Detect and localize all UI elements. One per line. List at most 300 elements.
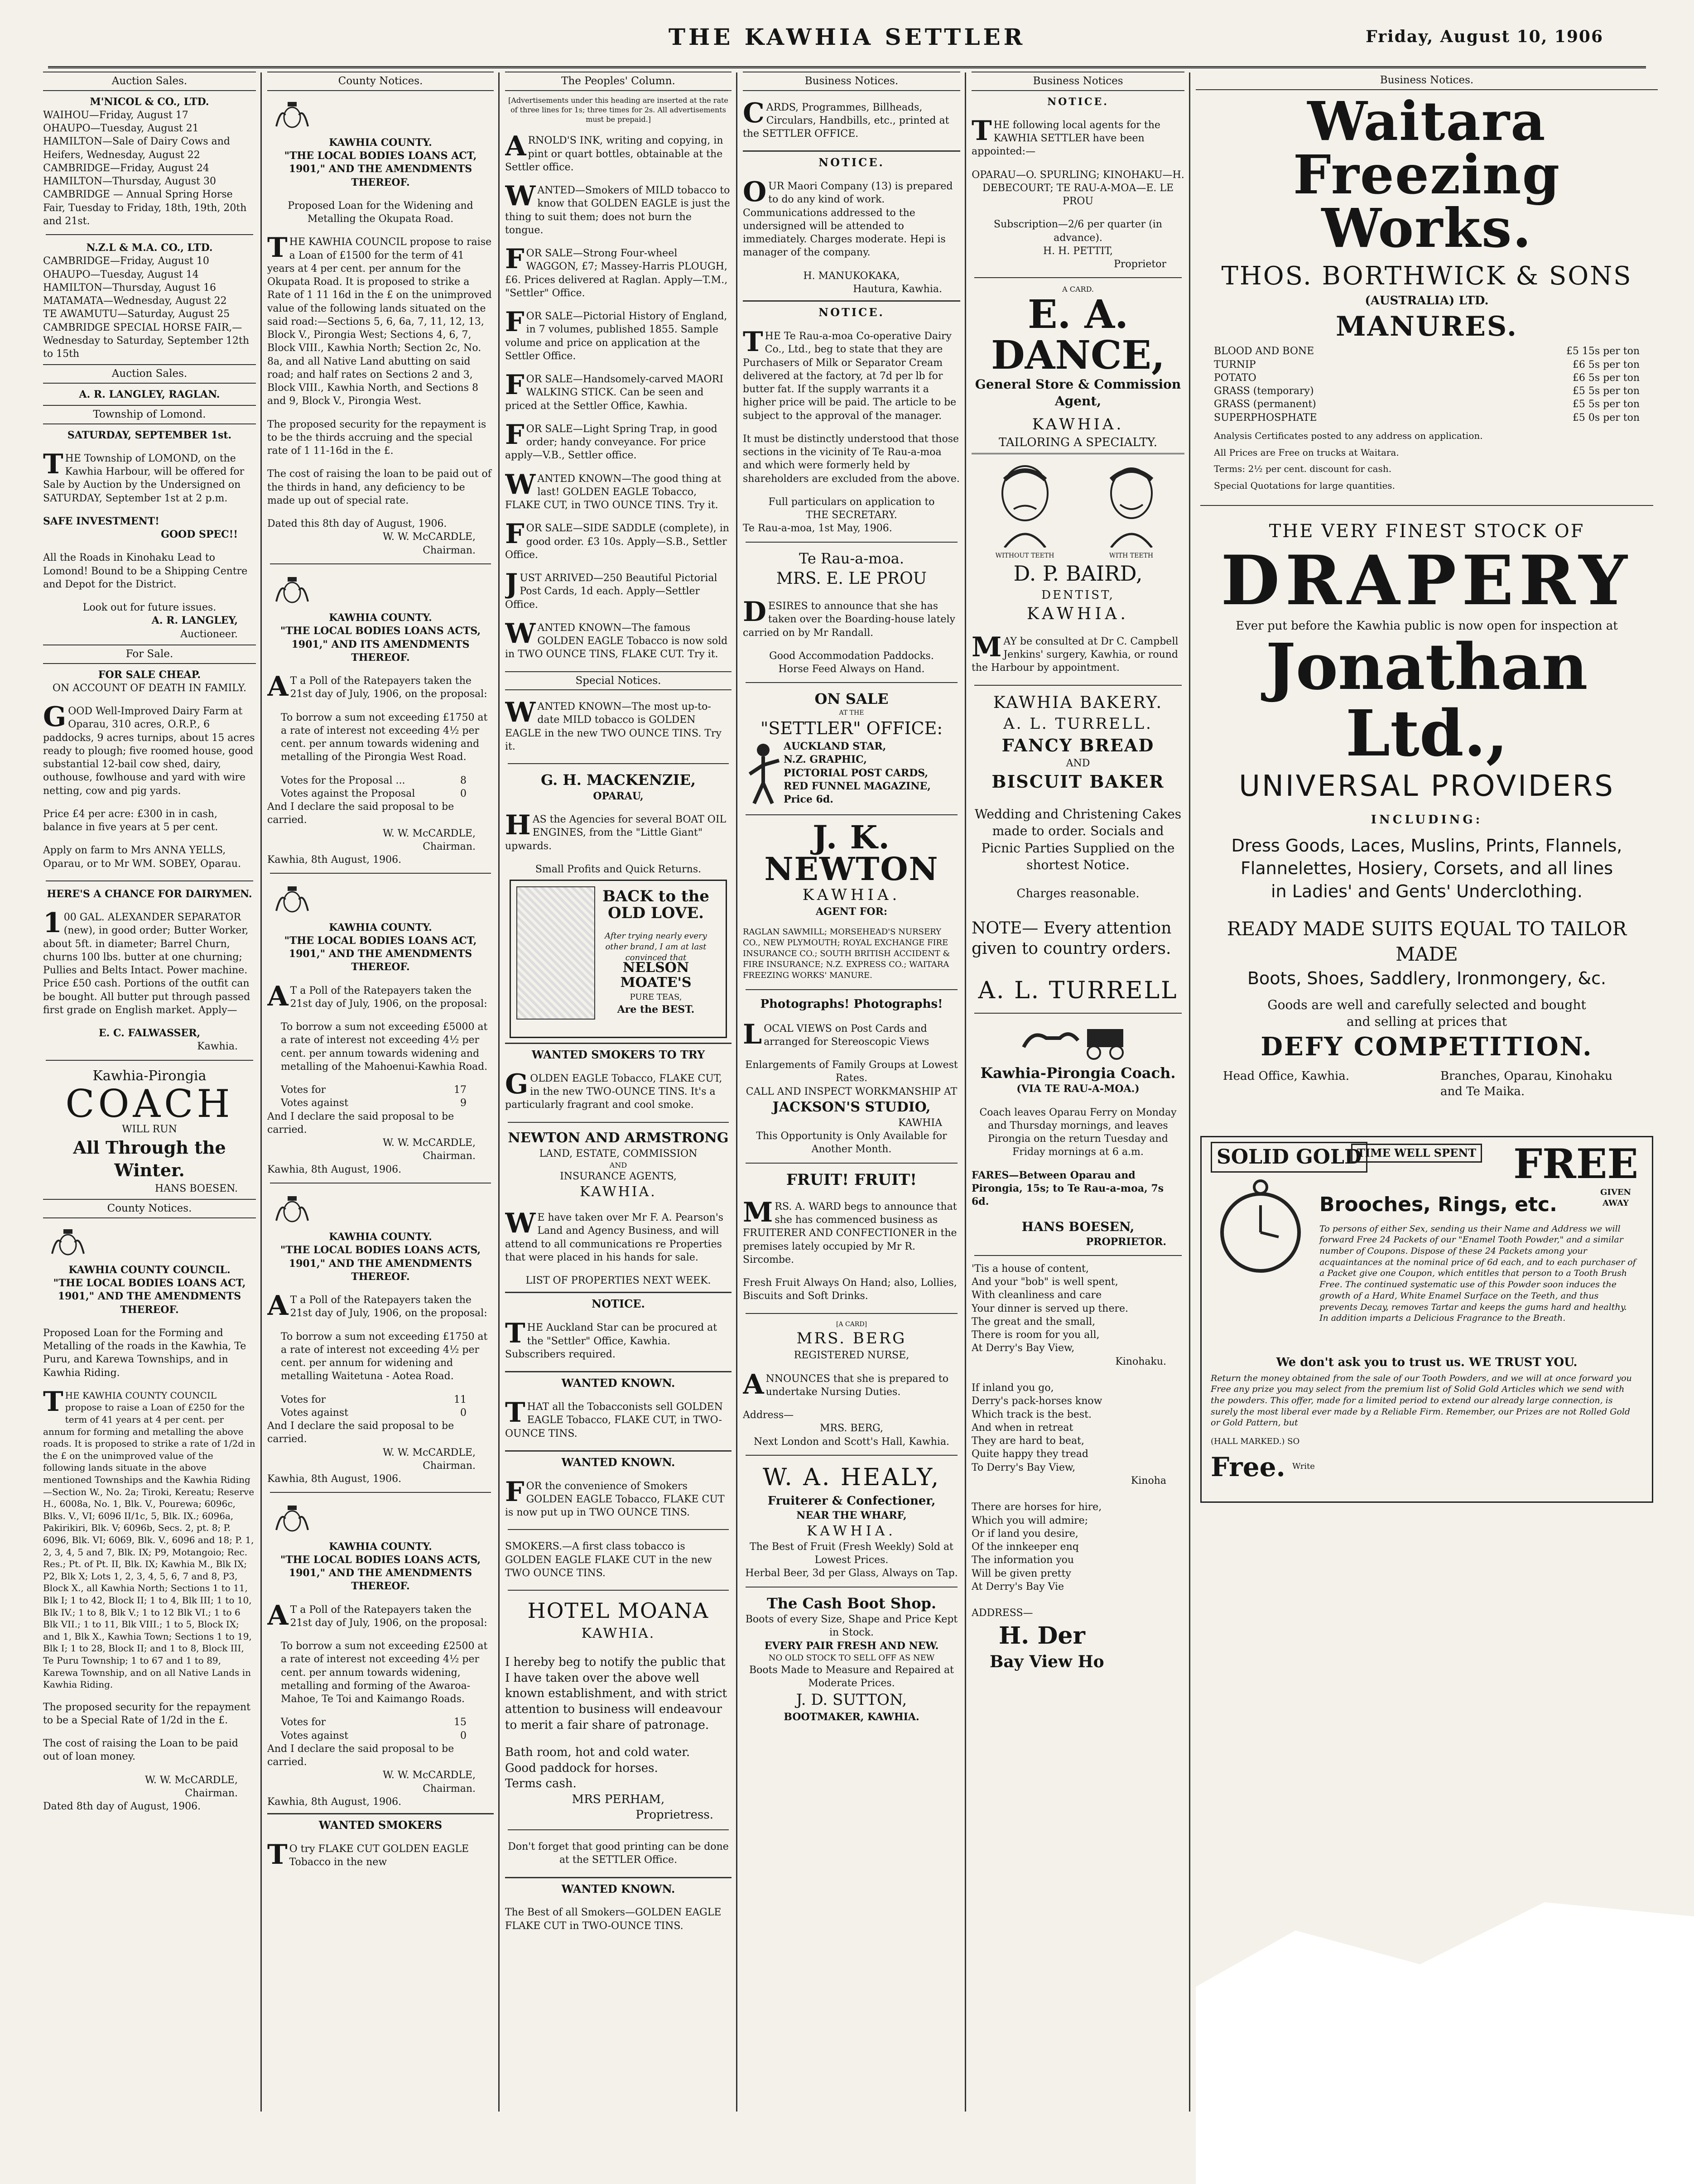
manure-row: GRASS (temporary) £5 5s per ton [1214, 385, 1640, 397]
ad-postcards: JUST ARRIVED—250 Beautiful Pictorial Post Cards, 1d each. Apply—Settler Office. [505, 568, 717, 611]
will-run: WILL RUN [122, 1124, 177, 1135]
newton-name: J. K. NEWTON [764, 818, 939, 888]
wedding-text: Wedding and Christening Cakes made to order. Socials and Picnic Parties Supplied on the shortest Notice. [974, 807, 1182, 872]
trust-line: We don't ask you to trust us. WE TRUST YOU. [1276, 1355, 1578, 1369]
nicol-line: HAMILTON—Sale of Dairy Cows and Heifers, Wednesday, August 22 [43, 136, 230, 161]
votes-for: 15 [454, 1717, 467, 1728]
mccardle-sig: W. W. McCARDLE, [383, 1137, 476, 1149]
tea-pure: PURE TEAS, [630, 992, 682, 1002]
including-label: INCLUDING: [1371, 813, 1483, 827]
votes-for-label: Votes for the Proposal ... [281, 775, 405, 786]
woman-drinking-tea-illustration [516, 886, 595, 1020]
subscription: Subscription—2/6 per quarter (in advance). [994, 219, 1162, 244]
proprietor-label: Proprietor [1114, 259, 1166, 270]
royal-crest-icon [267, 574, 317, 606]
poll-body: To borrow a sum not exceeding £5000 at a rate of interest not exceeding 4½ per cent. per annum towards widening and metalling of the Mahoenui-Kawhia Road. [281, 1021, 488, 1073]
manure-row: TURNIP £6 5s per ton [1214, 359, 1640, 370]
baird-body: MAY be consulted at Dr C. Campbell Jenkins' surgery, Kawhia, or round the Harbour by appointment. [972, 631, 1179, 674]
forsale-cheap: FOR SALE CHEAP. [98, 669, 201, 681]
ad-maori-stick: FOR SALE—Handsomely-carved MAORI WALKING STICK. Can be seen and priced at the Settler Office, Kawhia. [505, 369, 723, 412]
declare-text: And I declare the said proposal to be carried. [267, 1420, 454, 1445]
bayview-name: Bay View Ho [990, 1652, 1104, 1671]
list-properties: LIST OF PROPERTIES NEXT WEEK. [525, 1275, 711, 1287]
ad-ink: ARNOLD'S INK, writing and copying, in pint or quart bottles, obtainable at the Settler office. [505, 130, 723, 173]
poll-intro: AT a Poll of the Ratepayers taken the 21st day of July, 1906, on the proposal: [267, 1599, 487, 1631]
royal-crest-icon [267, 1503, 317, 1535]
special-notices-heading: Special Notices. [505, 671, 732, 691]
pocket-watch-icon [1215, 1178, 1306, 1278]
terms-text: Terms cash. [505, 1777, 577, 1791]
nzl-line: TE AWAMUTU—Saturday, August 25 [43, 308, 230, 320]
prices-text: All Prices are Free on trucks at Waitara. [1214, 447, 1399, 458]
votes-for: 11 [454, 1394, 467, 1405]
te-rau-heading: Te Rau-a-moa. [799, 549, 905, 567]
poem-line: Quite happy they tread [972, 1448, 1088, 1460]
bakery-name: KAWHIA BAKERY. [993, 693, 1163, 712]
falwasser-sig: E. C. FALWASSER, [98, 1027, 201, 1039]
secretary-label: THE SECRETARY. [806, 510, 897, 521]
fancy-bread: FANCY BREAD [1001, 735, 1155, 755]
kawhia-place: KAWHIA. [580, 1184, 657, 1200]
ad-wanted: WANTED—Smokers of MILD tobacco to know that GOLDEN EAGLE is just the thing to suit them; does not burn the tongue. [505, 180, 730, 236]
coach-body: Coach leaves Oparau Ferry on Monday and Thursday mornings, and leaves Pirongia on the return Tuesday and Friday mornings at 6 a.m. [979, 1106, 1177, 1158]
ad-saddle: FOR SALE—SIDE SADDLE (complete), in good order. £3 10s. Apply—S.B., Settler Office. [505, 518, 729, 561]
nzl-line: OHAUPO—Tuesday, August 14 [43, 269, 199, 280]
masthead [27, 16, 1667, 57]
settler-office: "SETTLER" OFFICE: [760, 718, 943, 739]
poem-line: 'Tis a house of content, [972, 1263, 1089, 1275]
wharf-label: NEAR THE WHARF, [796, 1509, 907, 1521]
county-heading: County Notices. [43, 1199, 256, 1218]
herbal-beer: Herbal Beer, 3d per Glass, Always on Tap. [745, 1568, 958, 1579]
chairman-label: Chairman. [423, 841, 476, 852]
dance-place: KAWHIA. [1032, 415, 1124, 433]
county-name: KAWHIA COUNTY. [329, 1231, 432, 1243]
nicol-line: WAIHOU—Friday, August 17 [43, 109, 188, 121]
death-notice: ON ACCOUNT OF DEATH IN FAMILY. [52, 682, 247, 694]
poem-line: If inland you go, [972, 1382, 1054, 1394]
kawhia-dated: Kawhia, 8th August, 1906. [267, 854, 402, 866]
chairman-label: Chairman. [185, 1787, 238, 1799]
county-heading: County Notices. [267, 72, 494, 91]
general-store: General Store & Commission Agent, [975, 377, 1181, 409]
no-old-stock: NO OLD STOCK TO SELL OFF AS NEW [768, 1653, 935, 1663]
best-fruit: The Best of Fruit (Fresh Weekly) Sold at Lowest Prices. [750, 1541, 953, 1566]
ad-golden-eagle-3: WANTED KNOWN—The most up-to-date MILD tobacco is GOLDEN EAGLE in the new TWO OUNCE TINS. Try it. [505, 697, 722, 752]
poem-line: Or if land you desire, [972, 1528, 1078, 1539]
fruiterer-label: Fruiterer & Confectioner, [767, 1494, 936, 1508]
address-label: Address— [743, 1409, 794, 1421]
column-1 [43, 68, 256, 2170]
poem-line: To Derry's Bay View, [972, 1462, 1076, 1473]
le-prou-body: DESIRES to announce that she has taken over the Boarding-house lately carried on by Mr Randall. [743, 596, 955, 639]
without-teeth-label: WITHOUT TEETH [995, 552, 1054, 559]
wanted-known-2: WANTED KNOWN. [505, 1450, 732, 1470]
fresh-fruit: Fresh Fruit Always On Hand; also, Lollies, Biscuits and Soft Drinks. [743, 1277, 957, 1302]
small-profits: Small Profits and Quick Returns. [535, 863, 702, 875]
coach-route: Kawhia-Pirongia [92, 1068, 207, 1084]
column-3 [505, 68, 732, 2170]
okupata-dated: Dated this 8th day of August, 1906. [267, 518, 447, 530]
chairman-label: Chairman. [423, 1150, 476, 1162]
free-write: Free. [1211, 1451, 1285, 1482]
poem-line: And when in retreat [972, 1422, 1073, 1434]
jackson-place: KAWHIA [898, 1117, 942, 1129]
forsale-heading: For Sale. [43, 645, 256, 664]
derry-name: H. Der [999, 1621, 1085, 1650]
nicol-heading: M'NICOL & CO., LTD. [90, 96, 209, 108]
without-teeth-illustration [991, 462, 1059, 560]
understood-text: It must be distinctly understood that those sections in the vicinity of Te Rau-a-moa and which were formerly held by shareholders are excluded from the above. [743, 433, 960, 485]
boots-text: Boots of every Size, Shape and Price Kept in Stock. [745, 1614, 958, 1639]
a-card: A CARD. [1062, 285, 1094, 294]
column-4 [743, 68, 960, 2170]
proposed-loan: Proposed Loan for the Forming and Metalling of the roads in the Kawhia, Te Puru, and Karewa Townships, and in Kawhia Riding. [43, 1327, 246, 1379]
poem-line: Will be given pretty [972, 1568, 1071, 1579]
agencies-list: RAGLAN SAWMILL; MORSEHEAD'S NURSERY CO., NEW PLYMOUTH; ROYAL EXCHANGE FIRE INSURANCE CO.; SOUTH BRITISH ACCIDENT & FIRE INSURANCE; N.Z. EXPRESS CO.; WAITARA FREEZING WORKS' MANURE. [743, 927, 950, 981]
pettit-sig: H. H. PETTIT, [1043, 245, 1113, 257]
mccardle-sig: W. W. McCARDLE, [383, 827, 476, 839]
act-title: "THE LOCAL BODIES LOANS ACTS, 1901," AND THE AMENDMENTS THEREOF. [280, 1554, 481, 1592]
healy-name: W. A. HEALY, [762, 1463, 941, 1491]
write-text: Write [1292, 1461, 1315, 1471]
on-sale-heading: ON SALE [814, 690, 889, 708]
paper-item: RED FUNNEL MAGAZINE, Price 6d. [784, 780, 931, 805]
notice-heading: NOTICE. [1047, 96, 1109, 108]
dentist-label: DENTIST, [1041, 588, 1115, 602]
price-text: Price £4 per acre: £300 in in cash, balance in five years at 5 per cent. [43, 808, 218, 833]
royal-crest-icon [267, 99, 317, 131]
tea-brand: NELSON MOATE'S [620, 960, 692, 991]
wanted-known-3-body: The Best of all Smokers—GOLDEN EAGLE FLAKE CUT in TWO-OUNCE TINS. [505, 1907, 722, 1932]
enlarge-text: Enlargements of Family Groups at Lowest Rates. [745, 1059, 958, 1084]
branches: Branches, Oparau, Kinohaku and Te Maika. [1440, 1069, 1612, 1099]
mccardle-sig: W. W. McCARDLE, [383, 1770, 476, 1781]
agents-intro: THE following local agents for the KAWHIA SETTLER have been appointed:— [972, 115, 1160, 158]
analysis-text: Analysis Certificates posted to any address on application. [1214, 430, 1483, 441]
boesen-prop: PROPRIETOR. [1086, 1236, 1166, 1248]
roads-text: All the Roads in Kinohaku Lead to Lomond! Bound to be a Shipping Centre and Depot for the District. [43, 552, 248, 590]
insurance-agents: INSURANCE AGENTS, [560, 1171, 677, 1183]
maori-company: OUR Maori Company (13) is prepared to do any kind of work. Communications addressed to the undersigned will be attended to immediately. Charges moderate. Hepi is manager of the company. [743, 176, 953, 259]
dairy-farm-body: GOOD Well-Improved Dairy Farm at Oparau, 310 acres, O.R.P., 6 paddocks, 9 acres turnips, about 15 acres ready to plough; five roomed house, good substantial 12-bail cow shed, dairy, outhouse, fowlhouse and yard with wire netting, cow and pig yards. [43, 701, 255, 797]
brooches-heading: Brooches, Rings, etc. [1319, 1193, 1557, 1216]
newton-place: KAWHIA. [802, 886, 901, 904]
wanted-known-3: WANTED KNOWN. [505, 1877, 732, 1896]
goods-selected: Goods are well and carefully selected and bought [1267, 997, 1586, 1012]
works-title: Works. [1321, 196, 1532, 260]
mccardle-sig: W. W. McCARDLE, [383, 1447, 476, 1458]
dated-text: Dated 8th day of August, 1906. [43, 1801, 201, 1813]
a-card: [A CARD] [836, 1320, 867, 1328]
perham-sig: MRS PERHAM, [572, 1792, 665, 1806]
wanted-known-1-body: THAT all the Tobacconists sell GOLDEN EAGLE Tobacco, FLAKE CUT, in TWO-OUNCE TINS. [505, 1397, 723, 1439]
votes-against: 0 [460, 1730, 467, 1741]
measure-text: Boots Made to Measure and Repaired at Moderate Prices. [749, 1664, 954, 1689]
coach-title: COACH [65, 1082, 234, 1126]
county-name: KAWHIA COUNTY. [329, 136, 432, 149]
ad-trap: FOR SALE—Light Spring Trap, in good order; handy conveyance. For price apply—V.B., Settler office. [505, 419, 717, 462]
healy-place: KAWHIA. [807, 1523, 896, 1539]
wanted-known-2-body: FOR the convenience of Smokers GOLDEN EAGLE Tobacco, FLAKE CUT is now put up in TWO OUNCE TINS. [505, 1476, 725, 1519]
peoples-column-heading: The Peoples' Column. [505, 72, 732, 91]
nicol-line: HAMILTON—Thursday, August 30 [43, 176, 217, 188]
votes-against-label: Votes against [281, 1730, 348, 1741]
borthwick-name: THOS. BORTHWICK & SONS [1221, 261, 1632, 291]
okupata-heading: Proposed Loan for the Widening and Metalling the Okupata Road. [288, 200, 473, 225]
poem-line: With cleanliness and care [972, 1289, 1102, 1301]
via-text: (VIA TE RAU-A-MOA.) [1016, 1083, 1140, 1095]
lomond-date: SATURDAY, SEPTEMBER 1st. [67, 429, 232, 441]
langley-signature: A. R. LANGLEY, [151, 615, 238, 627]
dance-name: E. A. DANCE, [991, 291, 1165, 378]
mrs-berg: MRS. BERG, [820, 1423, 883, 1434]
county-name: KAWHIA COUNTY. [329, 612, 432, 624]
lookout-text: Look out for future issues. [82, 602, 217, 614]
poem-line: Which track is the best. [972, 1409, 1092, 1420]
selling-text: and selling at prices that [1346, 1014, 1507, 1029]
star-body: THE Auckland Star can be procured at the "Settler" Office, Kawhia. Subscribers required. [505, 1318, 717, 1360]
mackenzie-place: OPARAU, [593, 790, 644, 802]
declare-text: And I declare the said proposal to be carried. [267, 1743, 454, 1768]
australia-ltd: (AUSTRALIA) LTD. [1365, 294, 1489, 308]
nicol-line: OHAUPO—Tuesday, August 21 [43, 123, 199, 135]
apply-text: Apply on farm to Mrs ANNA YELLS, Oparau, or to Mr WM. SOBEY, Oparau. [43, 845, 241, 870]
poll-body: To borrow a sum not exceeding £1750 at a rate of interest not exceeding 4½ per cent. per annum towards widening and metalling of the Pirongia West Road. [281, 712, 488, 763]
time-well-spent: TIME WELL SPENT [1351, 1144, 1482, 1163]
kawhia-dated: Kawhia, 8th August, 1906. [267, 1796, 402, 1808]
mccardle-sig: W. W. McCARDLE, [145, 1774, 238, 1786]
business-heading: Business Notices [972, 72, 1184, 91]
royal-crest-icon [267, 1193, 317, 1225]
act-title: "THE LOCAL BODIES LOANS ACT, 1901," AND THE AMENDMENTS THEREOF. [53, 1277, 246, 1316]
sutton-name: J. D. SUTTON, [796, 1691, 907, 1709]
poem-line: The information you [972, 1554, 1074, 1566]
okupata-cost: The cost of raising the loan to be paid out of the thirds in hand, any deficiency to be made up out of special rate. [267, 468, 491, 506]
chairman-label: Chairman. [423, 544, 476, 556]
berg-name: MRS. BERG [796, 1329, 907, 1348]
auctioneer-label: Auctioneer. [180, 628, 238, 640]
pearson-body: WE have taken over Mr F. A. Pearson's Land and Agency Business, and will attend to all communications re Properties that were placed in his hands for sale. [505, 1207, 724, 1263]
return-offer: Return the money obtained from the sale of our Tooth Powders, and we will at once forward you Free any prize you may select from the premium list of Solid Gold Articles which we send with the powders. This offer, made for a limited period to extend our already large connection, is surely the most liberal ever made by a Reliable Firm. Remember, our Prizes are not Rolled Gold or Gold Pattern, but [1211, 1373, 1632, 1428]
manures-heading: MANURES. [1336, 310, 1518, 342]
accommodation-text: Good Accommodation Paddocks. [769, 650, 934, 662]
poem-line: At Derry's Bay View, [972, 1342, 1075, 1354]
county-name: KAWHIA COUNTY. [329, 1540, 432, 1553]
column-note: [Advertisements under this heading are inserted at the rate of three lines for 1s; three times for 2s. All advertisements must be prepaid.] [508, 96, 728, 124]
kawhia-dated: Kawhia, 8th August, 1906. [267, 1473, 402, 1485]
proprietress-label: Proprietress. [635, 1808, 713, 1822]
okupata-security: The proposed security for the repayment is to be the thirds accruing and the special rate of 1 11-16d in the £. [267, 419, 486, 457]
security-text: The proposed security for the repayment to be a Special Rate of 1/2d in the £. [43, 1701, 251, 1726]
act-title: "THE LOCAL BODIES LOANS ACT, 1901," AND THE AMENDMENTS THEREOF. [284, 150, 477, 188]
ad-golden-eagle: WANTED KNOWN—The good thing at last! GOLDEN EAGLE Tobacco, FLAKE CUT, in TWO OUNCE TINS. Try it. [505, 468, 722, 511]
call-text: CALL AND INSPECT WORKMANSHIP AT [746, 1086, 958, 1097]
votes-against: 0 [460, 788, 467, 799]
tailoring: TAILORING A SPECIALTY. [972, 435, 1184, 455]
votes-against: 9 [460, 1097, 467, 1109]
newspaper-title: THE KAWHIA SETTLER [668, 24, 1026, 50]
column-2 [267, 68, 494, 2170]
hall-marked: (HALL MARKED.) SO [1211, 1436, 1300, 1446]
address-label: ADDRESS— [972, 1607, 1033, 1619]
separator-body: 100 GAL. ALEXANDER SEPARATOR (new), in good order; Butter Worker, about 5ft. in diameter; Barrel Churn, churns 100 lbs. butter at one churning; Pullies and Belts Intact. Power machine. Price £50 cash. Portions of the outfit can be bought. All butter put through passed first grade on English market. Apply— [43, 907, 250, 1016]
flannelettes-line: Flannelettes, Hosiery, Corsets, and all lines [1240, 858, 1613, 879]
nurse-label: REGISTERED NURSE, [794, 1350, 910, 1361]
votes-against: 0 [460, 1407, 467, 1419]
kawhia-dated: Kawhia, 8th August, 1906. [267, 1164, 402, 1175]
ever-text: Ever put before the Kawhia public is now open for inspection at [1236, 619, 1618, 633]
notice-heading-2: NOTICE. [743, 300, 960, 320]
given-away: GIVEN AWAY [1600, 1187, 1631, 1208]
issue-date: Friday, August 10, 1906 [1366, 27, 1603, 46]
auction-heading-2: Auction Sales. [43, 364, 256, 384]
royal-crest-icon [267, 884, 317, 915]
falwasser-place: Kawhia. [197, 1041, 238, 1053]
manure-row: SUPERPHOSPHATE £5 0s per ton [1214, 412, 1640, 423]
nicol-line: CAMBRIDGE — Annual Spring Horse Fair, Tuesday to Friday, 18th, 19th, 20th and 21st. [43, 189, 247, 227]
poem-line: There are horses for hire, [972, 1501, 1102, 1513]
county-name: KAWHIA COUNTY. [329, 921, 432, 933]
ad-golden-eagle-2: WANTED KNOWN—The famous GOLDEN EAGLE Tobacco is now sold in TWO OUNCE TINS, FLAKE CUT. Try it. [505, 617, 728, 660]
paddock-text: Good paddock for horses. [505, 1761, 658, 1775]
nicol-line: CAMBRIDGE—Friday, August 24 [43, 162, 209, 174]
act-title: "THE LOCAL BODIES LOANS ACTS, 1901," AND ITS AMENDMENTS THEREOF. [280, 625, 481, 664]
poll-body: To borrow a sum not exceeding £2500 at a rate of interest not exceeding 4½ per cent. per annum towards widening, metalling and forming of the Awaroa-Mahoe, Te Toi and Kaimango Roads. [281, 1640, 488, 1705]
winter-text: All Through the Winter. [73, 1137, 226, 1181]
votes-against-label: Votes against [281, 1407, 348, 1419]
and-text: AND [609, 1160, 627, 1169]
votes-against-label: Votes against the Proposal [281, 788, 415, 799]
le-prou-name: MRS. E. LE PROU [776, 569, 927, 588]
hotel-body: I hereby beg to notify the public that I have taken over the above well known establishment, and with strict attention to business will endeavour to merit a fair share of patronage. [505, 1655, 727, 1732]
business-heading: Business Notices. [1196, 72, 1658, 90]
coach-heading: Kawhia-Pirongia Coach. [980, 1064, 1176, 1082]
paper-item: N.Z. GRAPHIC, [784, 754, 867, 766]
with-teeth-illustration [1097, 462, 1165, 560]
hautura-place: Hautura, Kawhia. [853, 283, 942, 295]
safe-investment: SAFE INVESTMENT! [43, 515, 159, 527]
paper-item: PICTORIAL POST CARDS, [784, 767, 928, 779]
particulars-text: Full particulars on application to [768, 496, 935, 508]
nzl-heading: N.Z.L & M.A. CO., LTD. [86, 242, 213, 254]
berg-body: ANNOUNCES that she is prepared to undertake Nursing Duties. [743, 1368, 949, 1400]
terms-text: Terms: 2½ per cent. discount for cash. [1214, 463, 1392, 475]
wanted-known-1: WANTED KNOWN. [505, 1371, 732, 1390]
ward-body: MRS. A. WARD begs to announce that she has commenced business as FRUITERER AND CONFECTIONER in the premises lately occupied by Mr R. Sircombe. [743, 1196, 957, 1265]
notice-date: Te Rau-a-moa, 1st May, 1906. [743, 523, 892, 534]
dairymen-heading: HERE'S A CHANCE FOR DAIRYMEN. [47, 888, 252, 900]
opportunity-text: This Opportunity is Only Available for Another Month. [756, 1130, 947, 1155]
votes-against-label: Votes against [281, 1097, 348, 1109]
boots-line: Boots, Shoes, Saddlery, Ironmongery, &c. [1247, 968, 1607, 989]
tea-testimonial: After trying nearly every other brand, I am at last convinced that [605, 931, 707, 962]
smokers-heading: WANTED SMOKERS [267, 1813, 494, 1833]
poem-line: There is room for you all, [972, 1329, 1100, 1341]
tea-best: Are the BEST. [617, 1004, 695, 1015]
poll-intro: AT a Poll of the Ratepayers taken the 21st day of July, 1906, on the proposal: [267, 1290, 487, 1322]
votes-for-label: Votes for [281, 1717, 326, 1728]
act-title: "THE LOCAL BODIES LOANS ACTS, 1901," AND THE AMENDMENTS THEREOF. [280, 1244, 481, 1283]
act-title: "THE LOCAL BODIES LOANS ACT, 1901," AND THE AMENDMENTS THEREOF. [284, 934, 477, 973]
boesen-sig: HANS BOESEN. [154, 1183, 238, 1194]
poem-line: They are hard to beat, [972, 1435, 1084, 1447]
finest-stock: THE VERY FINEST STOCK OF [1269, 521, 1585, 542]
universal-providers: UNIVERSAL PROVIDERS [1239, 770, 1615, 803]
good-spec: GOOD SPEC!! [161, 529, 238, 541]
poem-line: Your dinner is served up there. [972, 1303, 1128, 1314]
paper-item: AUCKLAND STAR, [784, 741, 886, 752]
kinoha-label: Kinoha [1131, 1475, 1166, 1486]
column-5 [972, 68, 1184, 2170]
bath-text: Bath room, hot and cold water. [505, 1746, 690, 1760]
tea-advert [510, 880, 727, 1038]
with-teeth-label: WITH TEETH [1109, 552, 1154, 559]
at-the: AT THE [839, 709, 864, 717]
goods-line: Dress Goods, Laces, Muslins, Prints, Flannels, [1231, 835, 1622, 856]
printing-text: Don't forget that good printing can be done at the SETTLER Office. [508, 1841, 729, 1866]
nzl-line: MATAMATA—Wednesday, August 22 [43, 295, 227, 307]
manukokaka-sig: H. MANUKOKAKA, [803, 270, 900, 282]
agents-list: OPARAU—O. SPURLING; KINOHAKU—H. DEBECOURT; TE RAU-A-MOA—E. LE PROU [972, 169, 1184, 207]
declare-text: And I declare the said proposal to be carried. [267, 1111, 454, 1135]
horse-feed-text: Horse Feed Always on Hand. [778, 664, 925, 675]
kinohaku-label: Kinohaku. [1115, 1356, 1166, 1367]
dairy-notice: THE Te Rau-a-moa Co-operative Dairy Co., Ltd., beg to state that they are Purchasers of Milk or Separator Cream delivered at the factory, at 7d per lb for butter fat. If the supply warrants it a higher price will be paid. The article to be subject to the approval of the manager. [743, 326, 957, 422]
free-banner: FREE [1513, 1140, 1638, 1188]
agent-for: AGENT FOR: [816, 906, 887, 918]
next-london: Next London and Scott's Hall, Kawhia. [753, 1436, 950, 1448]
poem-line: Derry's pack-horses know [972, 1395, 1102, 1407]
smokers-note: SMOKERS.—A first class tobacco is GOLDEN EAGLE FLAKE CUT in the new TWO OUNCE TINS. [505, 1541, 712, 1579]
chairman-label: Chairman. [423, 1783, 476, 1794]
cost-text: The cost of raising the Loan to be paid out of loan money. [43, 1738, 238, 1763]
smokers-try-heading: WANTED SMOKERS TO TRY [505, 1043, 732, 1062]
votes-for: 8 [460, 775, 467, 786]
drapery-title: DRAPERY [1221, 541, 1633, 621]
portrait-with-teeth-icon [1097, 462, 1165, 548]
tea-headline: BACK to the OLD LOVE. [602, 887, 709, 923]
tooth-powder-advert [1200, 1136, 1653, 1503]
portrait-without-teeth-icon [991, 462, 1059, 548]
hotel-place: KAWHIA. [581, 1626, 655, 1642]
nzl-line: CAMBRIDGE SPECIAL HORSE FAIR,—Wednesday to Saturday, September 12th to 15th [43, 322, 250, 360]
votes-for: 17 [454, 1084, 467, 1096]
cards-ad: CARDS, Programmes, Billheads, Circulars, Handbills, etc., printed at the SETTLER OFFICE. [743, 97, 949, 140]
poem-line: And your "bob" is well spent, [972, 1276, 1118, 1288]
baird-place: KAWHIA. [1026, 605, 1130, 624]
smokers-body: TO try FLAKE CUT GOLDEN EAGLE Tobacco in the new [267, 1838, 469, 1871]
head-office: Head Office, Kawhia. [1223, 1069, 1350, 1083]
cash-boot-heading: The Cash Boot Shop. [766, 1594, 937, 1612]
turrell-name: A. L. TURRELL. [1003, 714, 1153, 733]
newsboy-icon [743, 740, 784, 808]
photos-heading: Photographs! Photographs! [760, 997, 943, 1011]
biscuit-baker: BISCUIT BAKER [991, 771, 1165, 792]
auction-heading: Auction Sales. [43, 72, 256, 91]
coach-horses-icon [1019, 1020, 1137, 1061]
bootmaker-label: BOOTMAKER, KAWHIA. [784, 1711, 919, 1723]
chairman-label: Chairman. [423, 1460, 476, 1472]
ad-history: FOR SALE—Pictorial History of England, in 7 volumes, published 1855. Sample volume and price on application at the Settler Office. [505, 306, 727, 362]
newton-armstrong: NEWTON AND ARMSTRONG [508, 1130, 729, 1146]
jackson-studio: JACKSON'S STUDIO, [772, 1099, 931, 1115]
mackenzie-body: HAS the Agencies for several BOAT OIL ENGINES, from the "Little Giant" upwards. [505, 809, 727, 852]
declare-text: And I declare the said proposal to be carried. [267, 801, 454, 826]
poll-intro: AT a Poll of the Ratepayers taken the 21st day of July, 1906, on the proposal: [267, 980, 487, 1012]
poem-line: Which you will admire; [972, 1515, 1088, 1526]
ready-made: READY MADE SUITS EQUAL TO TAILOR MADE [1227, 918, 1627, 966]
